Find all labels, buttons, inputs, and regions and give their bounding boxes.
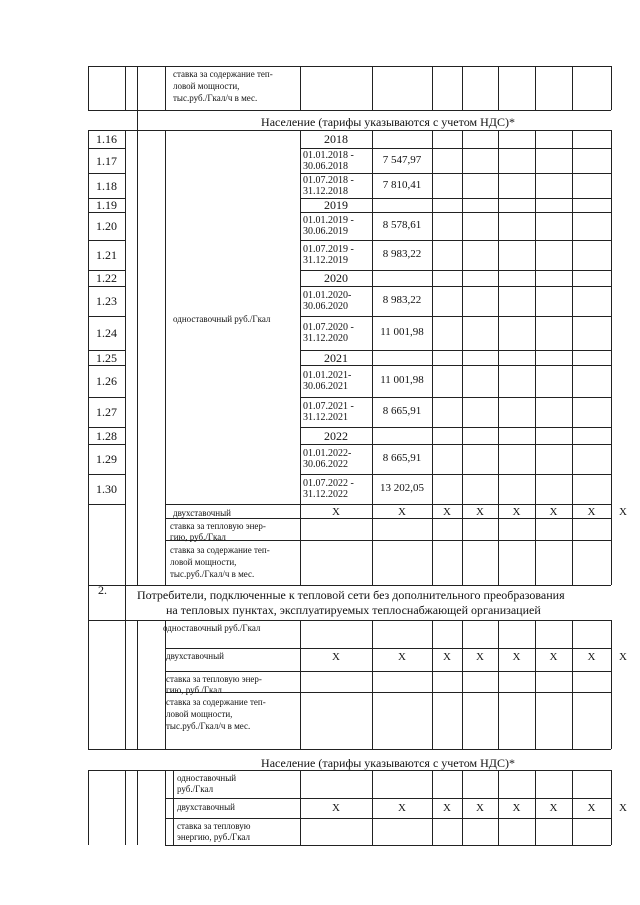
x-mark: Х — [512, 506, 521, 518]
table-rule — [173, 770, 174, 845]
x-mark: Х — [512, 802, 521, 814]
capacity-rate-label: ставка за содержание теп- — [166, 697, 266, 707]
table-rule — [462, 620, 463, 749]
row-rule — [300, 212, 611, 213]
table-rule — [611, 198, 612, 212]
table-rule — [432, 148, 433, 173]
table-rule — [462, 148, 463, 173]
table-rule — [611, 316, 612, 350]
row-number: 1.20 — [96, 219, 117, 233]
table-rule — [432, 130, 433, 148]
table-rule — [165, 692, 611, 693]
table-rule — [432, 620, 433, 749]
table-rule — [88, 110, 611, 111]
table-rule — [572, 316, 573, 350]
table-rule — [462, 286, 463, 316]
table-rule — [462, 130, 463, 148]
table-rule — [137, 620, 138, 749]
row-number: 1.23 — [96, 294, 117, 308]
table-rule — [372, 198, 373, 212]
table-rule — [611, 173, 612, 198]
two-part-rate-label: двухставочный — [177, 802, 235, 812]
table-rule — [125, 770, 126, 845]
x-mark: Х — [619, 802, 627, 814]
table-rule — [572, 66, 573, 110]
period-start: 01.01.2022- — [303, 448, 352, 459]
row-rule — [88, 130, 125, 131]
row-rule — [300, 286, 611, 287]
period-end: 30.06.2022 — [303, 459, 348, 470]
table-rule — [498, 444, 499, 474]
table-rule — [572, 212, 573, 240]
table-rule — [572, 173, 573, 198]
tariff-value: 13 202,05 — [380, 482, 424, 494]
table-rule — [432, 173, 433, 198]
table-rule — [535, 365, 536, 397]
table-rule — [535, 316, 536, 350]
table-rule — [535, 240, 536, 270]
table-rule — [137, 110, 138, 585]
period-end: 31.12.2018 — [303, 185, 348, 197]
table-rule — [498, 397, 499, 427]
table-rule — [432, 240, 433, 270]
row-rule — [88, 474, 125, 475]
x-mark: Х — [512, 651, 521, 663]
table-rule — [165, 518, 611, 519]
table-rule — [572, 444, 573, 474]
period-start: 01.07.2022 - — [303, 478, 354, 489]
table-rule — [125, 585, 126, 620]
year-label: 2019 — [324, 198, 348, 212]
table-rule — [372, 474, 373, 504]
table-rule — [165, 504, 611, 505]
row-rule — [88, 397, 125, 398]
table-rule — [498, 365, 499, 397]
table-rule — [462, 240, 463, 270]
year-label: 2022 — [324, 428, 348, 443]
table-rule — [462, 173, 463, 198]
x-mark: Х — [587, 506, 596, 518]
tariff-value: 8 983,22 — [382, 294, 422, 306]
row-number: 1.16 — [96, 132, 117, 146]
x-mark: Х — [443, 506, 451, 518]
energy-rate-label: гию, руб./Гкал — [166, 685, 222, 695]
period-start: 01.01.2018 - — [303, 149, 354, 161]
table-rule — [572, 474, 573, 504]
x-mark: Х — [398, 802, 406, 814]
period-start: 01.01.2020- — [303, 290, 352, 301]
tariff-value: 8 578,61 — [382, 219, 422, 231]
capacity-rate-label: тыс.руб./Гкал/ч в мес. — [170, 569, 255, 579]
tariff-value: 11 001,98 — [380, 374, 424, 386]
x-mark: Х — [398, 651, 406, 663]
table-rule — [125, 66, 126, 110]
row-number: 1.19 — [96, 198, 117, 212]
table-rule — [535, 148, 536, 173]
table-rule — [611, 350, 612, 365]
period-end: 30.06.2020 — [303, 301, 348, 312]
table-rule — [462, 427, 463, 444]
table-rule — [572, 270, 573, 286]
table-rule — [462, 474, 463, 504]
row-number: 1.22 — [96, 271, 117, 285]
period-end: 31.12.2021 — [303, 412, 348, 423]
table-rule — [611, 66, 612, 110]
table-rule — [372, 148, 373, 173]
tariff-value: 8 983,22 — [382, 248, 422, 260]
table-rule — [535, 620, 536, 749]
table-rule — [165, 798, 611, 799]
table-rule — [432, 198, 433, 212]
table-rule — [611, 148, 612, 173]
table-rule — [432, 350, 433, 365]
tariff-value: 11 001,98 — [380, 326, 424, 338]
row-number: 1.26 — [96, 374, 117, 388]
table-rule — [572, 286, 573, 316]
row-rule — [300, 130, 611, 131]
one-part-rate-label: руб./Гкал — [177, 784, 214, 794]
table-rule — [432, 444, 433, 474]
population-header: Население (тарифы указываются с учетом НДС)* — [261, 756, 515, 770]
table-rule — [88, 66, 611, 67]
table-rule — [498, 474, 499, 504]
x-mark: Х — [476, 651, 484, 663]
x-mark: Х — [332, 506, 340, 518]
table-rule — [432, 270, 433, 286]
table-rule — [462, 365, 463, 397]
x-mark: Х — [398, 506, 406, 518]
table-rule — [372, 130, 373, 148]
table-rule — [498, 620, 499, 749]
row-label-capacity: ставка за содержание теп- — [173, 69, 273, 79]
period-end: 31.12.2019 — [303, 255, 348, 266]
table-rule — [137, 66, 138, 110]
population-header: Население (тарифы указываются с учетом НДС)* — [261, 115, 515, 129]
table-rule — [535, 286, 536, 316]
table-rule — [125, 130, 126, 585]
period-start: 01.07.2019 - — [303, 244, 354, 255]
table-rule — [165, 770, 611, 771]
table-rule — [88, 749, 611, 750]
row-number: 1.30 — [96, 482, 117, 496]
period-end: 31.12.2020 — [303, 333, 348, 344]
table-rule — [611, 130, 612, 148]
row-number: 1.18 — [96, 178, 117, 193]
period-end: 30.06.2021 — [303, 381, 348, 392]
table-rule — [611, 397, 612, 427]
table-rule — [165, 130, 166, 585]
table-rule — [535, 444, 536, 474]
table-rule — [535, 212, 536, 240]
row-rule — [300, 316, 611, 317]
table-rule — [535, 474, 536, 504]
row-label-capacity: ловой мощности, — [173, 81, 240, 91]
table-rule — [498, 130, 499, 148]
row-label-capacity: тыс.руб./Гкал/ч в мес. — [173, 93, 258, 103]
table-rule — [88, 770, 89, 845]
table-rule — [498, 198, 499, 212]
table-rule — [572, 240, 573, 270]
table-rule — [535, 350, 536, 365]
table-rule — [372, 427, 373, 444]
capacity-rate-label: ловой мощности, — [166, 709, 233, 719]
table-rule — [372, 316, 373, 350]
table-rule — [611, 212, 612, 240]
table-rule — [432, 474, 433, 504]
table-rule — [572, 365, 573, 397]
table-rule — [372, 66, 373, 110]
table-rule — [372, 350, 373, 365]
x-mark: Х — [619, 651, 627, 663]
table-rule — [498, 173, 499, 198]
table-rule — [125, 620, 126, 749]
table-rule — [372, 240, 373, 270]
table-rule — [611, 444, 612, 474]
x-mark: Х — [443, 651, 451, 663]
period-end: 30.06.2019 — [303, 226, 348, 237]
table-rule — [165, 818, 611, 819]
year-label: 2020 — [324, 271, 348, 285]
row-number: 1.28 — [96, 428, 117, 443]
table-rule — [372, 173, 373, 198]
energy-rate-label: энергию, руб./Гкал — [177, 832, 251, 842]
table-rule — [432, 316, 433, 350]
table-rule — [372, 286, 373, 316]
table-rule — [572, 148, 573, 173]
energy-rate-label: гию, руб./Гкал — [170, 532, 226, 542]
table-rule — [498, 427, 499, 444]
year-label: 2018 — [324, 132, 348, 146]
row-rule — [88, 212, 125, 213]
energy-rate-label: ставка за тепловую энер- — [170, 521, 266, 531]
table-rule — [498, 286, 499, 316]
capacity-rate-label: ловой мощности, — [170, 557, 237, 567]
table-rule — [300, 620, 301, 749]
table-rule — [535, 270, 536, 286]
tariff-value: 8 665,91 — [382, 452, 422, 464]
energy-rate-label: ставка за тепловую — [177, 821, 251, 831]
x-mark: Х — [619, 506, 627, 518]
period-end: 30.06.2018 — [303, 160, 348, 172]
row-rule — [300, 365, 611, 366]
table-rule — [88, 585, 89, 620]
x-mark: Х — [587, 802, 596, 814]
table-rule — [300, 66, 301, 110]
two-part-rate-label: двухставочный — [166, 651, 224, 661]
table-rule — [498, 270, 499, 286]
table-rule — [372, 365, 373, 397]
row-rule — [88, 240, 125, 241]
table-rule — [137, 770, 138, 845]
capacity-rate-label: ставка за содержание теп- — [170, 545, 270, 555]
x-mark: Х — [549, 802, 558, 814]
table-rule — [535, 173, 536, 198]
row-rule — [88, 444, 125, 445]
table-rule — [572, 130, 573, 148]
tariff-value: 7 547,97 — [382, 153, 422, 166]
table-rule — [372, 212, 373, 240]
row-rule — [300, 474, 611, 475]
table-rule — [88, 66, 89, 110]
table-rule — [165, 770, 166, 845]
one-part-rate-label: одноставочный руб./Гкал — [173, 314, 271, 324]
x-mark: Х — [332, 802, 340, 814]
table-rule — [535, 198, 536, 212]
table-rule — [535, 130, 536, 148]
row-number: 1.29 — [96, 452, 117, 466]
x-mark: Х — [476, 802, 484, 814]
row-rule — [300, 240, 611, 241]
table-rule — [432, 397, 433, 427]
table-rule — [535, 66, 536, 110]
table-rule — [432, 286, 433, 316]
x-mark: Х — [549, 506, 558, 518]
table-rule — [462, 444, 463, 474]
table-rule — [572, 198, 573, 212]
table-rule — [611, 620, 612, 749]
table-rule — [572, 427, 573, 444]
row-number: 1.25 — [96, 350, 117, 365]
table-rule — [611, 240, 612, 270]
table-rule — [462, 397, 463, 427]
x-mark: Х — [549, 651, 558, 663]
table-rule — [572, 620, 573, 749]
table-rule — [165, 671, 611, 672]
one-part-rate-label: одноставочный руб./Гкал — [163, 623, 261, 633]
row-rule — [88, 173, 125, 174]
table-rule — [572, 350, 573, 365]
year-label: 2021 — [324, 350, 348, 365]
table-rule — [165, 620, 611, 621]
table-rule — [498, 350, 499, 365]
table-rule — [432, 66, 433, 110]
table-rule — [462, 316, 463, 350]
period-start: 01.01.2021- — [303, 370, 352, 381]
table-rule — [611, 270, 612, 286]
period-start: 01.01.2019 - — [303, 215, 354, 226]
capacity-rate-label: тыс.руб./Гкал/ч в мес. — [166, 721, 251, 731]
table-rule — [432, 427, 433, 444]
table-rule — [462, 66, 463, 110]
row-rule — [88, 286, 125, 287]
table-rule — [611, 365, 612, 397]
period-start: 01.07.2020 - — [303, 322, 354, 333]
table-rule — [462, 198, 463, 212]
table-rule — [498, 148, 499, 173]
table-rule — [462, 212, 463, 240]
table-rule — [498, 66, 499, 110]
table-rule — [165, 845, 611, 846]
x-mark: Х — [332, 651, 340, 663]
section-number: 2. — [98, 583, 107, 597]
table-rule — [462, 350, 463, 365]
tariff-value: 8 665,91 — [382, 405, 422, 417]
x-mark: Х — [587, 651, 596, 663]
period-start: 01.07.2021 - — [303, 401, 354, 412]
table-rule — [372, 620, 373, 749]
table-rule — [572, 397, 573, 427]
row-rule — [88, 427, 125, 428]
table-rule — [372, 270, 373, 286]
table-rule — [462, 270, 463, 286]
table-rule — [535, 397, 536, 427]
table-rule — [372, 444, 373, 474]
energy-rate-label: ставка за тепловую энер- — [166, 674, 262, 684]
table-rule — [88, 585, 611, 586]
period-start: 01.07.2018 - — [303, 174, 354, 186]
two-part-rate-label: двухставочный — [173, 508, 231, 518]
table-rule — [432, 365, 433, 397]
row-rule — [88, 316, 125, 317]
table-rule — [165, 540, 611, 541]
section-title: на тепловых пунктах, эксплуатируемых теплоснабжающей организацией — [166, 603, 541, 617]
table-rule — [432, 212, 433, 240]
tariff-value: 7 810,41 — [382, 178, 422, 191]
table-rule — [372, 397, 373, 427]
row-rule — [300, 397, 611, 398]
x-mark: Х — [443, 802, 451, 814]
table-rule — [498, 212, 499, 240]
row-rule — [300, 427, 611, 428]
table-rule — [88, 620, 89, 749]
section-title: Потребители, подключенные к тепловой сети без дополнительного преобразования — [137, 588, 565, 602]
row-rule — [300, 444, 611, 445]
table-rule — [611, 427, 612, 444]
x-mark: Х — [476, 506, 484, 518]
table-rule — [165, 66, 166, 110]
table-rule — [88, 504, 125, 505]
table-rule — [611, 474, 612, 504]
table-rule — [498, 240, 499, 270]
one-part-rate-label: одноставочный — [177, 773, 237, 783]
row-rule — [88, 148, 125, 149]
period-end: 31.12.2022 — [303, 489, 348, 500]
row-number: 1.24 — [96, 326, 117, 340]
table-rule — [535, 427, 536, 444]
table-rule — [165, 648, 611, 649]
row-number: 1.17 — [96, 153, 117, 168]
table-rule — [498, 316, 499, 350]
row-number: 1.21 — [96, 248, 117, 262]
row-number: 1.27 — [96, 405, 117, 419]
table-rule — [611, 286, 612, 316]
row-rule — [88, 365, 125, 366]
